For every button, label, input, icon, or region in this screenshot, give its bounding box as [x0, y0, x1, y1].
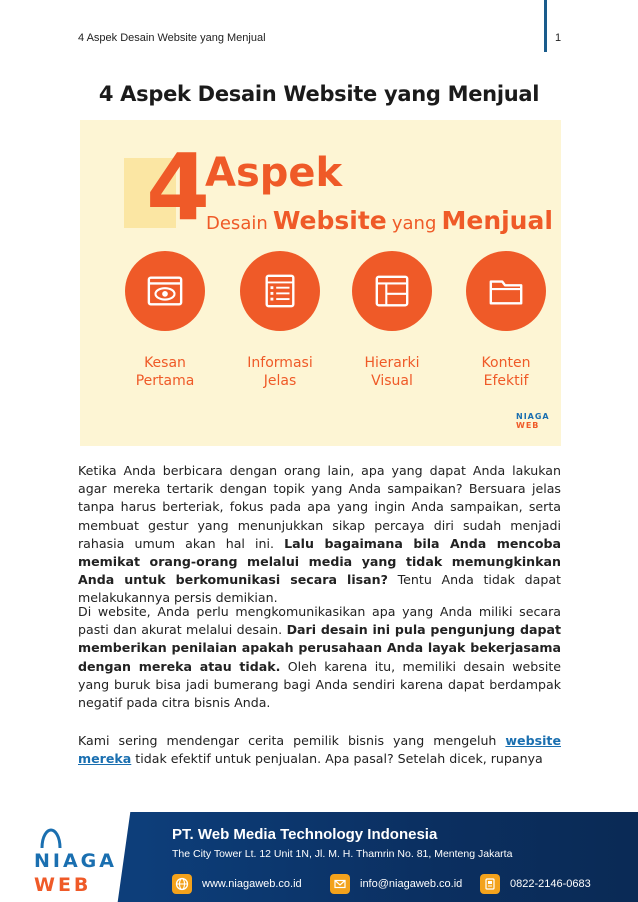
feature-line2: Pertama	[135, 373, 195, 389]
paragraph-1	[78, 462, 561, 608]
running-header-title: 4 Aspek Desain Website yang Menjual	[78, 32, 266, 44]
feature-kesan-pertama	[110, 354, 220, 390]
document-title: 4 Aspek Desain Website yang Menjual	[98, 82, 540, 106]
banner-logo-bottom: WEB	[516, 421, 540, 430]
banner-word-desain: Desain	[206, 213, 268, 234]
website-mereka-link[interactable]: website mereka	[78, 733, 561, 767]
phone-icon	[480, 874, 500, 894]
banner-heading: Aspek	[205, 150, 343, 196]
feature-line2: Visual	[371, 373, 413, 389]
header-divider	[544, 0, 547, 52]
feature-konten-efektif	[451, 354, 561, 390]
feature-line1: Konten	[481, 355, 531, 371]
logo-arc-icon	[38, 826, 64, 852]
feature-line2: Jelas	[263, 373, 297, 389]
globe-icon	[172, 874, 192, 894]
footer-website[interactable]	[172, 873, 302, 895]
paragraph-3	[78, 732, 561, 768]
paragraph-bold: Dari desain ini pula pengunjung dapat memberikan penilaian apakah perusahaan Anda layak bekerjasama dengan mereka atau tidak.	[78, 622, 561, 674]
paragraph-text: Kami sering mendengar cerita pemilik bisnis yang mengeluh	[78, 733, 506, 748]
list-document-icon	[240, 251, 320, 331]
footer-email[interactable]	[330, 873, 462, 895]
feature-hierarki-visual	[337, 354, 447, 390]
layout-hierarchy-icon	[352, 251, 432, 331]
paragraph-bold: Lalu bagaimana bila Anda mencoba memikat orang-orang melalui media yang tidak memungkinkan Anda untuk berkomunikasi secara lisan?	[78, 535, 562, 588]
feature-line1: Informasi	[247, 355, 313, 371]
footer-phone[interactable]	[480, 873, 591, 895]
banner-subheading	[206, 206, 553, 235]
banner-word-website: Website	[272, 206, 387, 235]
paragraph-text: Tentu Anda tidak dapat melakukannya persis demikian.	[78, 572, 561, 606]
website-url[interactable]: www.niagaweb.co.id	[202, 878, 302, 890]
banner-word-menjual: Menjual	[441, 206, 553, 235]
mail-icon	[330, 874, 350, 894]
banner-word-yang: yang	[391, 213, 437, 234]
paragraph-text: tidak efektif untuk penjualan. Apa pasal? Setelah dicek, rupanya	[131, 751, 543, 767]
banner-number: 4	[146, 134, 211, 241]
company-name: PT. Web Media Technology Indonesia	[172, 826, 438, 843]
email-address[interactable]: info@niagaweb.co.id	[360, 878, 463, 890]
page-footer	[0, 812, 638, 902]
paragraph-2	[78, 603, 561, 712]
feature-informasi-jelas	[225, 354, 335, 390]
feature-line1: Hierarki	[364, 355, 420, 371]
paragraph-text: Oleh karena itu, memiliki desain website yang buruk bisa jadi bumerang bagi Anda sendiri karena dapat berdampak negatif pada citra bisnis Anda.	[78, 658, 561, 711]
paragraph-text: Ketika Anda berbicara dengan orang lain, apa yang dapat Anda lakukan agar mereka tertarik dengan topik yang Anda sampaikan? Bersuara jelas tanpa harus berteriak, fokus pada apa yang ingin Anda sampaikan, serta membuat gestur yang menunjukkan sikap percaya diri sudah menjadi rahasia umum akan hal ini.	[78, 463, 561, 551]
folder-icon	[466, 251, 546, 331]
footer-logo-top: NIAGA	[34, 850, 117, 872]
footer-logo-bottom: WEB	[34, 874, 92, 896]
company-address: The City Tower Lt. 12 Unit 1N, Jl. M. H. Thamrin No. 81, Menteng Jakarta	[172, 848, 513, 860]
page-number: 1	[555, 32, 562, 44]
feature-line1: Kesan	[144, 355, 186, 371]
phone-number[interactable]: 0822-2146-0683	[510, 878, 591, 890]
eye-browser-icon	[125, 251, 205, 331]
paragraph-text: Di website, Anda perlu mengkomunikasikan apa yang Anda miliki secara pasti dan akurat melalui desain.	[78, 604, 561, 638]
feature-line2: Efektif	[483, 373, 529, 389]
article-banner	[80, 120, 561, 446]
banner-logo-top: NIAGA	[516, 412, 550, 421]
banner-logo	[516, 412, 556, 430]
